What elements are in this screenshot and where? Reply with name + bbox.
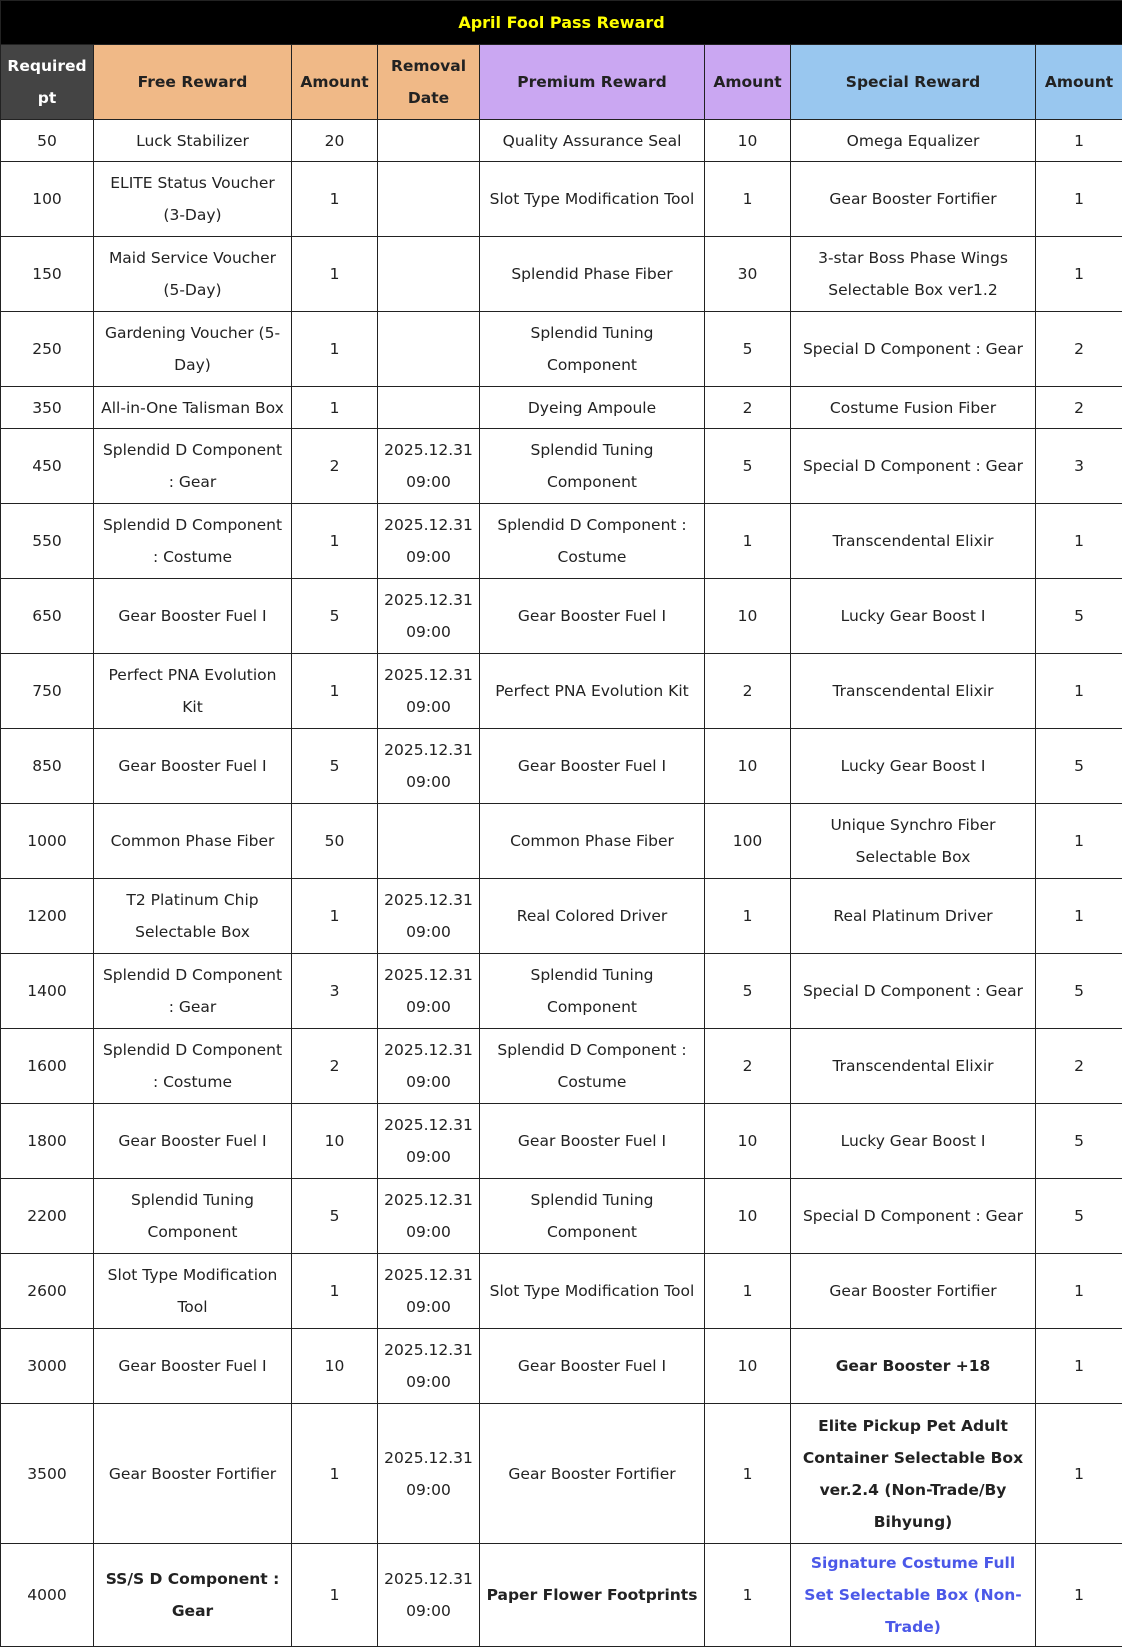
premium-amount-cell: 1 xyxy=(705,504,791,579)
removal-date-cell: 2025.12.31 09:00 xyxy=(378,1254,480,1329)
table-row xyxy=(1,504,1122,579)
special-amount-cell: 3 xyxy=(1036,429,1122,504)
special-amount-cell: 1 xyxy=(1036,504,1122,579)
premium-amount-cell: 2 xyxy=(705,654,791,729)
table-row xyxy=(1,1104,1122,1179)
free-amount-cell: 2 xyxy=(292,429,378,504)
premium-reward-cell: Gear Booster Fuel I xyxy=(480,729,705,804)
required-pt-cell: 100 xyxy=(1,162,94,237)
header-removal-date: Removal Date xyxy=(378,45,480,120)
free-reward-cell: Gardening Voucher (5-Day) xyxy=(94,312,292,387)
table-row xyxy=(1,729,1122,804)
required-pt-cell: 650 xyxy=(1,579,94,654)
table-row xyxy=(1,804,1122,879)
free-amount-cell: 1 xyxy=(292,654,378,729)
premium-amount-cell: 10 xyxy=(705,1329,791,1404)
free-amount-cell: 10 xyxy=(292,1329,378,1404)
free-amount-cell: 1 xyxy=(292,504,378,579)
removal-date-cell: 2025.12.31 09:00 xyxy=(378,1029,480,1104)
special-amount-cell: 1 xyxy=(1036,162,1122,237)
free-reward-cell: Common Phase Fiber xyxy=(94,804,292,879)
premium-reward-cell: Splendid Tuning Component xyxy=(480,1179,705,1254)
header-free-reward: Free Reward xyxy=(94,45,292,120)
free-amount-cell: 2 xyxy=(292,1029,378,1104)
special-amount-cell: 5 xyxy=(1036,1179,1122,1254)
premium-reward-cell: Splendid D Component : Costume xyxy=(480,504,705,579)
table-row xyxy=(1,120,1122,162)
premium-amount-cell: 1 xyxy=(705,879,791,954)
special-amount-cell: 2 xyxy=(1036,387,1122,429)
free-reward-cell: ELITE Status Voucher (3-Day) xyxy=(94,162,292,237)
premium-amount-cell: 1 xyxy=(705,1544,791,1647)
special-reward-cell: Lucky Gear Boost I xyxy=(791,729,1036,804)
free-amount-cell: 1 xyxy=(292,1254,378,1329)
premium-reward-cell: Splendid Tuning Component xyxy=(480,954,705,1029)
removal-date-cell: 2025.12.31 09:00 xyxy=(378,1104,480,1179)
removal-date-cell xyxy=(378,120,480,162)
special-reward-cell: Transcendental Elixir xyxy=(791,504,1036,579)
required-pt-cell: 3500 xyxy=(1,1404,94,1544)
premium-reward-cell: Gear Booster Fuel I xyxy=(480,1104,705,1179)
special-reward-cell: Signature Costume Full Set Selectable Box (Non-Trade) xyxy=(791,1544,1036,1647)
special-reward-cell: Transcendental Elixir xyxy=(791,654,1036,729)
special-reward-cell: Real Platinum Driver xyxy=(791,879,1036,954)
required-pt-cell: 1800 xyxy=(1,1104,94,1179)
removal-date-cell xyxy=(378,312,480,387)
free-reward-cell: Splendid D Component : Gear xyxy=(94,954,292,1029)
premium-reward-cell: Splendid D Component : Costume xyxy=(480,1029,705,1104)
special-reward-cell: Lucky Gear Boost I xyxy=(791,1104,1036,1179)
removal-date-cell: 2025.12.31 09:00 xyxy=(378,429,480,504)
free-reward-cell: Gear Booster Fuel I xyxy=(94,579,292,654)
premium-amount-cell: 5 xyxy=(705,312,791,387)
special-reward-cell: Special D Component : Gear xyxy=(791,954,1036,1029)
special-amount-cell: 2 xyxy=(1036,1029,1122,1104)
removal-date-cell: 2025.12.31 09:00 xyxy=(378,1404,480,1544)
removal-date-cell xyxy=(378,237,480,312)
premium-reward-cell: Dyeing Ampoule xyxy=(480,387,705,429)
special-amount-cell: 5 xyxy=(1036,579,1122,654)
table-row xyxy=(1,312,1122,387)
header-special-amount: Amount xyxy=(1036,45,1122,120)
free-reward-cell: All-in-One Talisman Box xyxy=(94,387,292,429)
special-amount-cell: 1 xyxy=(1036,804,1122,879)
special-amount-cell: 1 xyxy=(1036,1329,1122,1404)
required-pt-cell: 1400 xyxy=(1,954,94,1029)
removal-date-cell xyxy=(378,162,480,237)
removal-date-cell: 2025.12.31 09:00 xyxy=(378,879,480,954)
removal-date-cell: 2025.12.31 09:00 xyxy=(378,729,480,804)
premium-amount-cell: 5 xyxy=(705,954,791,1029)
required-pt-cell: 50 xyxy=(1,120,94,162)
table-row xyxy=(1,1254,1122,1329)
premium-amount-cell: 5 xyxy=(705,429,791,504)
required-pt-cell: 550 xyxy=(1,504,94,579)
special-reward-cell: Gear Booster Fortifier xyxy=(791,1254,1036,1329)
removal-date-cell: 2025.12.31 09:00 xyxy=(378,579,480,654)
free-amount-cell: 1 xyxy=(292,237,378,312)
premium-reward-cell: Slot Type Modification Tool xyxy=(480,1254,705,1329)
premium-reward-cell: Perfect PNA Evolution Kit xyxy=(480,654,705,729)
removal-date-cell: 2025.12.31 09:00 xyxy=(378,1179,480,1254)
free-amount-cell: 50 xyxy=(292,804,378,879)
special-amount-cell: 1 xyxy=(1036,879,1122,954)
special-reward-cell: Special D Component : Gear xyxy=(791,429,1036,504)
required-pt-cell: 3000 xyxy=(1,1329,94,1404)
free-reward-cell: Gear Booster Fuel I xyxy=(94,1329,292,1404)
removal-date-cell: 2025.12.31 09:00 xyxy=(378,1544,480,1647)
special-reward-cell: Lucky Gear Boost I xyxy=(791,579,1036,654)
premium-amount-cell: 10 xyxy=(705,1104,791,1179)
premium-reward-cell: Gear Booster Fortifier xyxy=(480,1404,705,1544)
special-amount-cell: 1 xyxy=(1036,1404,1122,1544)
free-amount-cell: 5 xyxy=(292,1179,378,1254)
premium-amount-cell: 1 xyxy=(705,1404,791,1544)
required-pt-cell: 1600 xyxy=(1,1029,94,1104)
premium-amount-cell: 10 xyxy=(705,729,791,804)
required-pt-cell: 350 xyxy=(1,387,94,429)
required-pt-cell: 1000 xyxy=(1,804,94,879)
special-reward-cell: Gear Booster +18 xyxy=(791,1329,1036,1404)
reward-rows xyxy=(1,120,1122,1647)
premium-amount-cell: 1 xyxy=(705,1254,791,1329)
premium-amount-cell: 30 xyxy=(705,237,791,312)
table-row xyxy=(1,579,1122,654)
required-pt-cell: 1200 xyxy=(1,879,94,954)
title-row xyxy=(1,1,1122,45)
special-amount-cell: 5 xyxy=(1036,954,1122,1029)
special-amount-cell: 1 xyxy=(1036,1254,1122,1329)
premium-reward-cell: Gear Booster Fuel I xyxy=(480,1329,705,1404)
required-pt-cell: 2200 xyxy=(1,1179,94,1254)
free-amount-cell: 1 xyxy=(292,1404,378,1544)
free-reward-cell: Splendid D Component : Gear xyxy=(94,429,292,504)
table-title: April Fool Pass Reward xyxy=(1,1,1122,45)
removal-date-cell: 2025.12.31 09:00 xyxy=(378,1329,480,1404)
special-reward-cell: Elite Pickup Pet Adult Container Selectable Box ver.2.4 (Non-Trade/By Bihyung) xyxy=(791,1404,1036,1544)
special-reward-cell: Special D Component : Gear xyxy=(791,312,1036,387)
special-amount-cell: 1 xyxy=(1036,120,1122,162)
special-amount-cell: 5 xyxy=(1036,1104,1122,1179)
premium-reward-cell: Real Colored Driver xyxy=(480,879,705,954)
premium-reward-cell: Splendid Tuning Component xyxy=(480,429,705,504)
header-premium-reward: Premium Reward xyxy=(480,45,705,120)
free-amount-cell: 10 xyxy=(292,1104,378,1179)
special-reward-cell: Transcendental Elixir xyxy=(791,1029,1036,1104)
free-reward-cell: Splendid D Component : Costume xyxy=(94,1029,292,1104)
premium-reward-cell: Quality Assurance Seal xyxy=(480,120,705,162)
removal-date-cell: 2025.12.31 09:00 xyxy=(378,654,480,729)
required-pt-cell: 450 xyxy=(1,429,94,504)
free-reward-cell: Gear Booster Fuel I xyxy=(94,729,292,804)
table-row xyxy=(1,1404,1122,1544)
special-reward-cell: Special D Component : Gear xyxy=(791,1179,1036,1254)
table-row xyxy=(1,1179,1122,1254)
table-row xyxy=(1,429,1122,504)
premium-reward-cell: Splendid Tuning Component xyxy=(480,312,705,387)
free-reward-cell: Luck Stabilizer xyxy=(94,120,292,162)
free-reward-cell: T2 Platinum Chip Selectable Box xyxy=(94,879,292,954)
removal-date-cell xyxy=(378,387,480,429)
removal-date-cell: 2025.12.31 09:00 xyxy=(378,504,480,579)
special-amount-cell: 2 xyxy=(1036,312,1122,387)
premium-reward-cell: Common Phase Fiber xyxy=(480,804,705,879)
premium-reward-cell: Gear Booster Fuel I xyxy=(480,579,705,654)
free-amount-cell: 5 xyxy=(292,729,378,804)
table-row xyxy=(1,654,1122,729)
free-amount-cell: 1 xyxy=(292,1544,378,1647)
premium-reward-cell: Paper Flower Footprints xyxy=(480,1544,705,1647)
premium-amount-cell: 2 xyxy=(705,387,791,429)
free-reward-cell: Splendid Tuning Component xyxy=(94,1179,292,1254)
free-amount-cell: 1 xyxy=(292,162,378,237)
special-reward-cell: 3-star Boss Phase Wings Selectable Box ver1.2 xyxy=(791,237,1036,312)
removal-date-cell: 2025.12.31 09:00 xyxy=(378,954,480,1029)
header-row xyxy=(1,45,1122,120)
premium-reward-cell: Slot Type Modification Tool xyxy=(480,162,705,237)
special-reward-cell: Omega Equalizer xyxy=(791,120,1036,162)
required-pt-cell: 150 xyxy=(1,237,94,312)
table-row xyxy=(1,1544,1122,1647)
required-pt-cell: 850 xyxy=(1,729,94,804)
required-pt-cell: 2600 xyxy=(1,1254,94,1329)
table-row xyxy=(1,387,1122,429)
table-row xyxy=(1,162,1122,237)
free-reward-cell: SS/S D Component : Gear xyxy=(94,1544,292,1647)
special-amount-cell: 1 xyxy=(1036,237,1122,312)
free-amount-cell: 3 xyxy=(292,954,378,1029)
header-premium-amount: Amount xyxy=(705,45,791,120)
free-amount-cell: 5 xyxy=(292,579,378,654)
header-free-amount: Amount xyxy=(292,45,378,120)
removal-date-cell xyxy=(378,804,480,879)
required-pt-cell: 250 xyxy=(1,312,94,387)
free-amount-cell: 20 xyxy=(292,120,378,162)
free-reward-cell: Gear Booster Fuel I xyxy=(94,1104,292,1179)
free-reward-cell: Maid Service Voucher (5-Day) xyxy=(94,237,292,312)
table-row xyxy=(1,879,1122,954)
special-reward-cell: Gear Booster Fortifier xyxy=(791,162,1036,237)
premium-amount-cell: 10 xyxy=(705,120,791,162)
special-amount-cell: 5 xyxy=(1036,729,1122,804)
premium-amount-cell: 1 xyxy=(705,162,791,237)
header-special-reward: Special Reward xyxy=(791,45,1036,120)
free-amount-cell: 1 xyxy=(292,387,378,429)
special-reward-cell: Unique Synchro Fiber Selectable Box xyxy=(791,804,1036,879)
premium-reward-cell: Splendid Phase Fiber xyxy=(480,237,705,312)
table-row xyxy=(1,1329,1122,1404)
special-amount-cell: 1 xyxy=(1036,1544,1122,1647)
special-amount-cell: 1 xyxy=(1036,654,1122,729)
free-amount-cell: 1 xyxy=(292,879,378,954)
free-amount-cell: 1 xyxy=(292,312,378,387)
free-reward-cell: Splendid D Component : Costume xyxy=(94,504,292,579)
required-pt-cell: 750 xyxy=(1,654,94,729)
table-row xyxy=(1,1029,1122,1104)
free-reward-cell: Slot Type Modification Tool xyxy=(94,1254,292,1329)
free-reward-cell: Perfect PNA Evolution Kit xyxy=(94,654,292,729)
premium-amount-cell: 10 xyxy=(705,1179,791,1254)
free-reward-cell: Gear Booster Fortifier xyxy=(94,1404,292,1544)
premium-amount-cell: 10 xyxy=(705,579,791,654)
required-pt-cell: 4000 xyxy=(1,1544,94,1647)
premium-amount-cell: 2 xyxy=(705,1029,791,1104)
premium-amount-cell: 100 xyxy=(705,804,791,879)
table-row xyxy=(1,954,1122,1029)
table-row xyxy=(1,237,1122,312)
header-required-pt: Required pt xyxy=(1,45,94,120)
special-reward-cell: Costume Fusion Fiber xyxy=(791,387,1036,429)
